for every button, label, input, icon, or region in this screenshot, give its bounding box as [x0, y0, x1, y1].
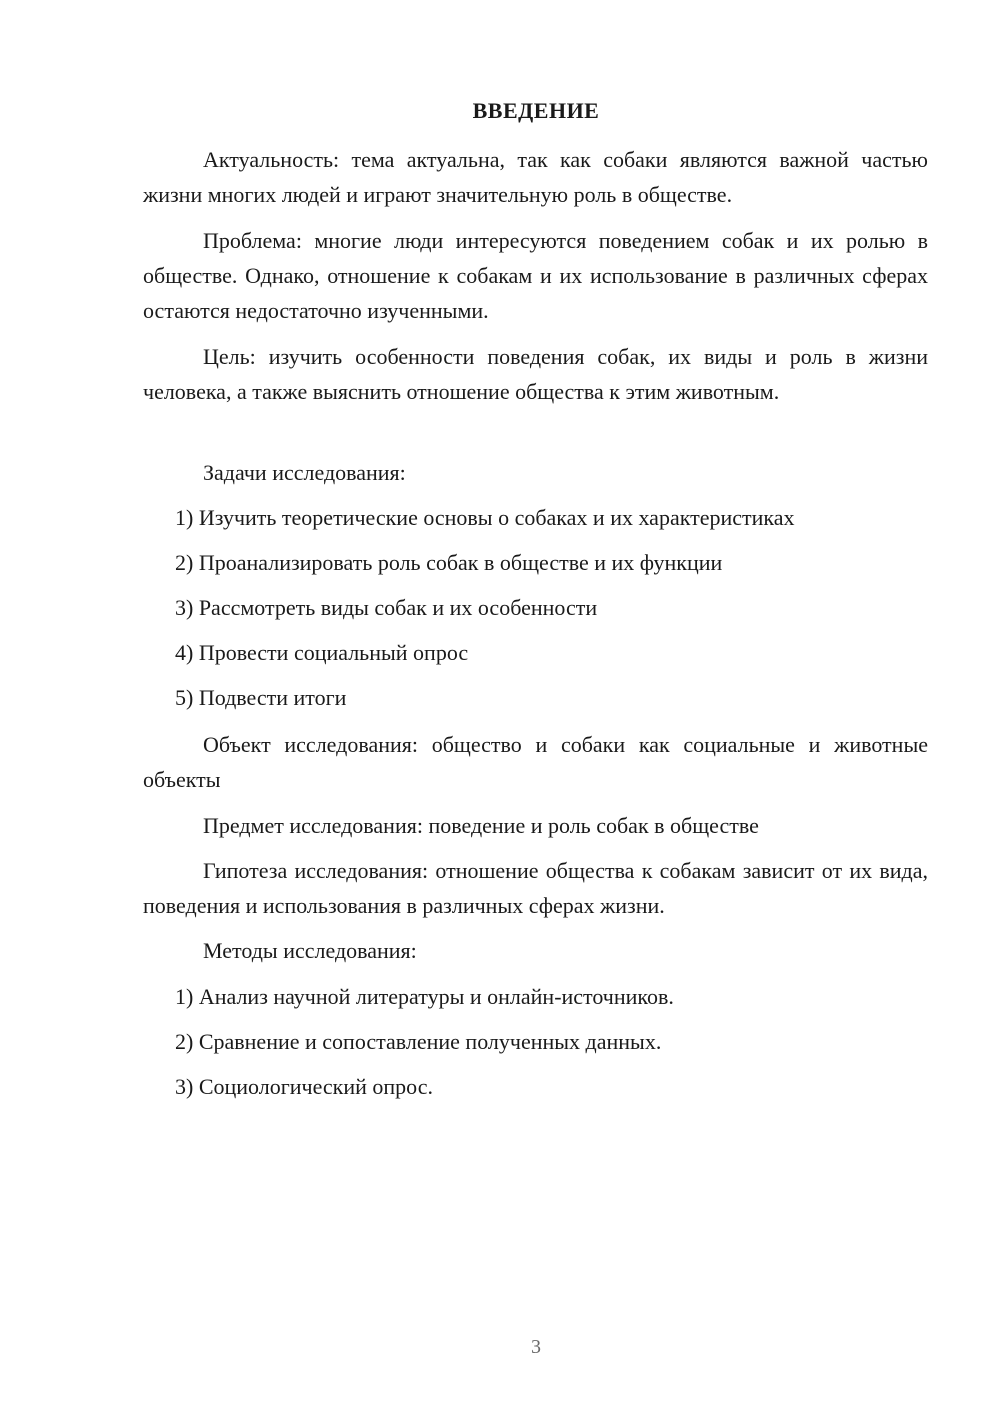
tasks-heading: Задачи исследования: — [203, 460, 406, 485]
section-heading: ВВЕДЕНИЕ — [472, 98, 600, 123]
goal-paragraph: Цель: изучить особенности поведения собак, их виды и роль в жизни человека, а также выяснить отношение общества к этим животным. — [143, 344, 928, 404]
method-item-3: 3) Социологический опрос. — [175, 1074, 433, 1099]
object-paragraph: Объект исследования: общество и собаки как социальные и животные объекты — [143, 732, 928, 792]
problem-paragraph: Проблема: многие люди интересуются поведением собак и их ролью в обществе. Однако, отношение к собакам и их использование в различных сферах остаются недостаточно изученными. — [143, 228, 928, 323]
task-item-2: 2) Проанализировать роль собак в обществе и их функции — [175, 550, 723, 575]
subject-paragraph: Предмет исследования: поведение и роль собак в обществе — [203, 813, 759, 838]
relevance-paragraph: Актуальность: тема актуальна, так как собаки являются важной частью жизни многих людей и играют значительную роль в обществе. — [143, 147, 928, 207]
task-item-3: 3) Рассмотреть виды собак и их особенности — [175, 595, 598, 620]
task-item-4: 4) Провести социальный опрос — [175, 640, 469, 665]
task-item-1: 1) Изучить теоретические основы о собаках и их характеристиках — [175, 505, 795, 530]
task-item-5: 5) Подвести итоги — [175, 685, 347, 710]
method-item-2: 2) Сравнение и сопоставление полученных данных. — [175, 1029, 662, 1054]
methods-heading: Методы исследования: — [203, 938, 417, 963]
page-number: 3 — [531, 1336, 541, 1358]
method-item-1: 1) Анализ научной литературы и онлайн-источников. — [175, 984, 674, 1009]
hypothesis-paragraph: Гипотеза исследования: отношение общества к собакам зависит от их вида, поведения и использования в различных сферах жизни. — [143, 858, 928, 918]
